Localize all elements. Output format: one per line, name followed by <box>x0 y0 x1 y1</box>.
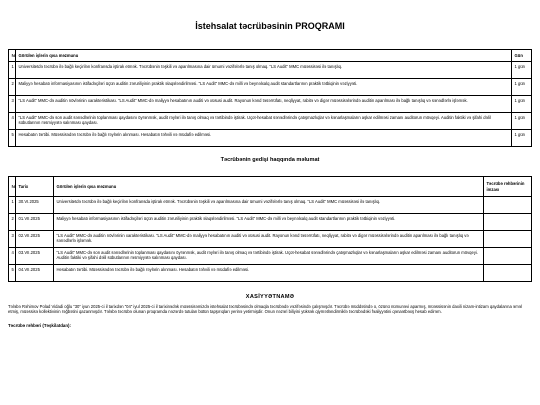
progress-cell-desc: Universitetdə təcrübə ilə bağlı keçirilən konfransda iştirak etmək. Təcrübənin təşkili və aparılmasına dair ümumi vəzifələrlə tanış olmaq. “LS Audit” MMC müəssisəsi ilə tanışlıq. <box>54 197 484 214</box>
progress-table <box>8 176 532 282</box>
progress-header-sign: Təcrübə rəhbərinin imzası <box>484 177 532 197</box>
progress-row <box>9 248 532 265</box>
progress-cell-sign <box>484 248 532 265</box>
progress-cell-no: 4 <box>9 248 16 265</box>
program-cell-day: 1 gün <box>512 96 532 113</box>
progress-cell-sign <box>484 214 532 231</box>
progress-cell-no: 3 <box>9 231 16 248</box>
characteristic-text: Tələbə Rəhimov Polad Vidadi oğlu “30” iyun 2025-ci il tarixdən “04” iyul 2025-ci il tarixinədək müəssisəmizdə istehsalat təcrübəsində olmaqla təcrübədə vəzifəsində çalışmışdır. Təcrübə müddətində o, özünü nümunəvi aparmış, müəssisənin daxili nizam-intizam qaydalarına əməl etmiş, müəssisə kollektivinin rəğbətini qazanmışdır. Tələbə təcrübə olunan proqramda nəzərdə tutulan bütün tapşırıqları yerinə yetirmişdir. Onun nəzəri biliyini yüksək qiymətləndirmiklə təcrübədəki fəaliyyətini qənaətbəxş hesab edirəm. <box>8 304 523 315</box>
characteristic-title: XASİYYƏTNAMƏ <box>245 294 295 300</box>
progress-section-title: Təcrübənin gedişi haqqında məlumat <box>220 157 320 163</box>
program-header-desc: Görülən işlərin qısa məzmunu <box>16 50 512 62</box>
program-header-day: Gün <box>512 50 532 62</box>
program-cell-no: 5 <box>9 130 16 147</box>
progress-cell-desc: Hesabatın tərtibi. Müəssisədən təcrübə ilə bağlı rəylərin alınması. Hesabatın təhvili və müdafiə edilməsi. <box>54 265 484 282</box>
program-cell-no: 1 <box>9 62 16 79</box>
page-title: İstehsalat təcrübəsinin PROQRAMI <box>195 21 345 31</box>
progress-header-row <box>9 177 532 197</box>
program-cell-day: 1 gün <box>512 130 532 147</box>
program-cell-desc: “LS Audit” MMC-də auditin növlərinin xarakteristikası. “LS Audit” MMC-də maliyyə hesabatının auditi və xüsusi audit. Rayonun kənd təsərrüfatı, neqliyyat, rabitə və digər müəssisələrində auditin aparılması ilə bağlı tanışlıq və sənədlərlə işləmək. <box>16 96 512 113</box>
program-cell-day: 1 gün <box>512 62 532 79</box>
program-cell-desc: “LS Audit” MMC-də son audit sənədlərinin toplanması qaydasını öyrənmək, audit rəyləri ilə tanış olmaq və tərtibində iştirak. Uçot-hesabat sənədlərində çatışmazlıqlar və kənarlaşmaların aşkar edilməsi zamanı auditorun mövqeyi. Auditin faktiki və şifahi dəlil sübutlarının rəsmiyyətə salınması qaydası. <box>16 113 512 130</box>
program-header-row <box>9 50 532 62</box>
progress-cell-sign <box>484 265 532 282</box>
program-cell-day: 1 gün <box>512 79 532 96</box>
progress-header-desc: Görülən işlərin qısa məzmunu <box>54 177 484 197</box>
progress-cell-date: 04.VII.2025 <box>16 265 54 282</box>
program-row <box>9 130 532 147</box>
progress-cell-no: 1 <box>9 197 16 214</box>
supervisor-label: Təcrübə rəhbəri (Təşkilatdan): <box>8 322 71 328</box>
progress-cell-sign <box>484 197 532 214</box>
progress-cell-date: 30.VI.2025 <box>16 197 54 214</box>
progress-row <box>9 197 532 214</box>
progress-cell-no: 5 <box>9 265 16 282</box>
progress-cell-desc: “LS Audit” MMC-də auditin növlərinin xarakteristikası. “LS Audit” MMC-də maliyyə hesabatının auditi və xüsusi audit. Rayonun kənd təsərrüfatı, neqliyyat, rabitə və digər müəssisələrində auditin aparılması ilə bağlı tanışlıq və sənədlərlə işləmək. <box>54 231 484 248</box>
progress-cell-date: 03.VII.2025 <box>16 248 54 265</box>
program-cell-desc: Maliyyə hesabatı informasiyasının istifadəçiləri üçün auditin zəruriliyinin praktik əlaqələndirilməsi. “LS Audit” MMC-də milli və beynəlxalq audit standartlarının praktik tətbiqinin vəziyyəti. <box>16 79 512 96</box>
program-row <box>9 113 532 130</box>
program-cell-no: 2 <box>9 79 16 96</box>
progress-cell-date: 01.VII.2025 <box>16 214 54 231</box>
progress-cell-no: 2 <box>9 214 16 231</box>
progress-row <box>9 231 532 248</box>
program-row <box>9 79 532 96</box>
progress-header-no: № <box>9 177 16 197</box>
program-cell-no: 3 <box>9 96 16 113</box>
program-cell-desc: Hesabatın tərtibi. Müəssisədən təcrübə ilə bağlı rəylərin alınması. Hesabatın təhvili və müdafiə edilməsi. <box>16 130 512 147</box>
program-table <box>8 49 532 147</box>
progress-cell-desc: Maliyyə hesabatı informasiyasının istifadəçiləri üçün auditin zəruriliyinin praktik əlaqələndirilməsi. “LS Audit” MMC-də milli və beynəlxalq audit standartlarının praktik tətbiqinin vəziyyəti. <box>54 214 484 231</box>
program-row <box>9 62 532 79</box>
program-cell-no: 4 <box>9 113 16 130</box>
program-cell-desc: Universitetdə təcrübə ilə bağlı keçirilən konfransda iştirak etmək. Təcrübənin təşkili və aparılmasına dair ümumi vəzifələrlə tanış olmaq. “LS Audit” MMC müəssisəsi ilə tanışlıq. <box>16 62 512 79</box>
program-row <box>9 96 532 113</box>
progress-cell-sign <box>484 231 532 248</box>
program-cell-day: 1 gün <box>512 113 532 130</box>
progress-cell-desc: “LS Audit” MMC-də son audit sənədlərinin toplanması qaydasını öyrənmək, audit rəyləri ilə tanış olmaq və tərtibində iştirak. Uçot-hesabat sənədlərində çatışmazlıqlar və kənarlaşmaların aşkar edilməsi zamanı auditorun mövqeyi. Auditin faktiki və şifahi dəlil sübutlarının rəsmiyyətə salınması qaydası. <box>54 248 484 265</box>
progress-header-date: Tarix <box>16 177 54 197</box>
progress-row <box>9 214 532 231</box>
progress-cell-date: 02.VII.2025 <box>16 231 54 248</box>
program-header-no: № <box>9 50 16 62</box>
progress-row <box>9 265 532 282</box>
